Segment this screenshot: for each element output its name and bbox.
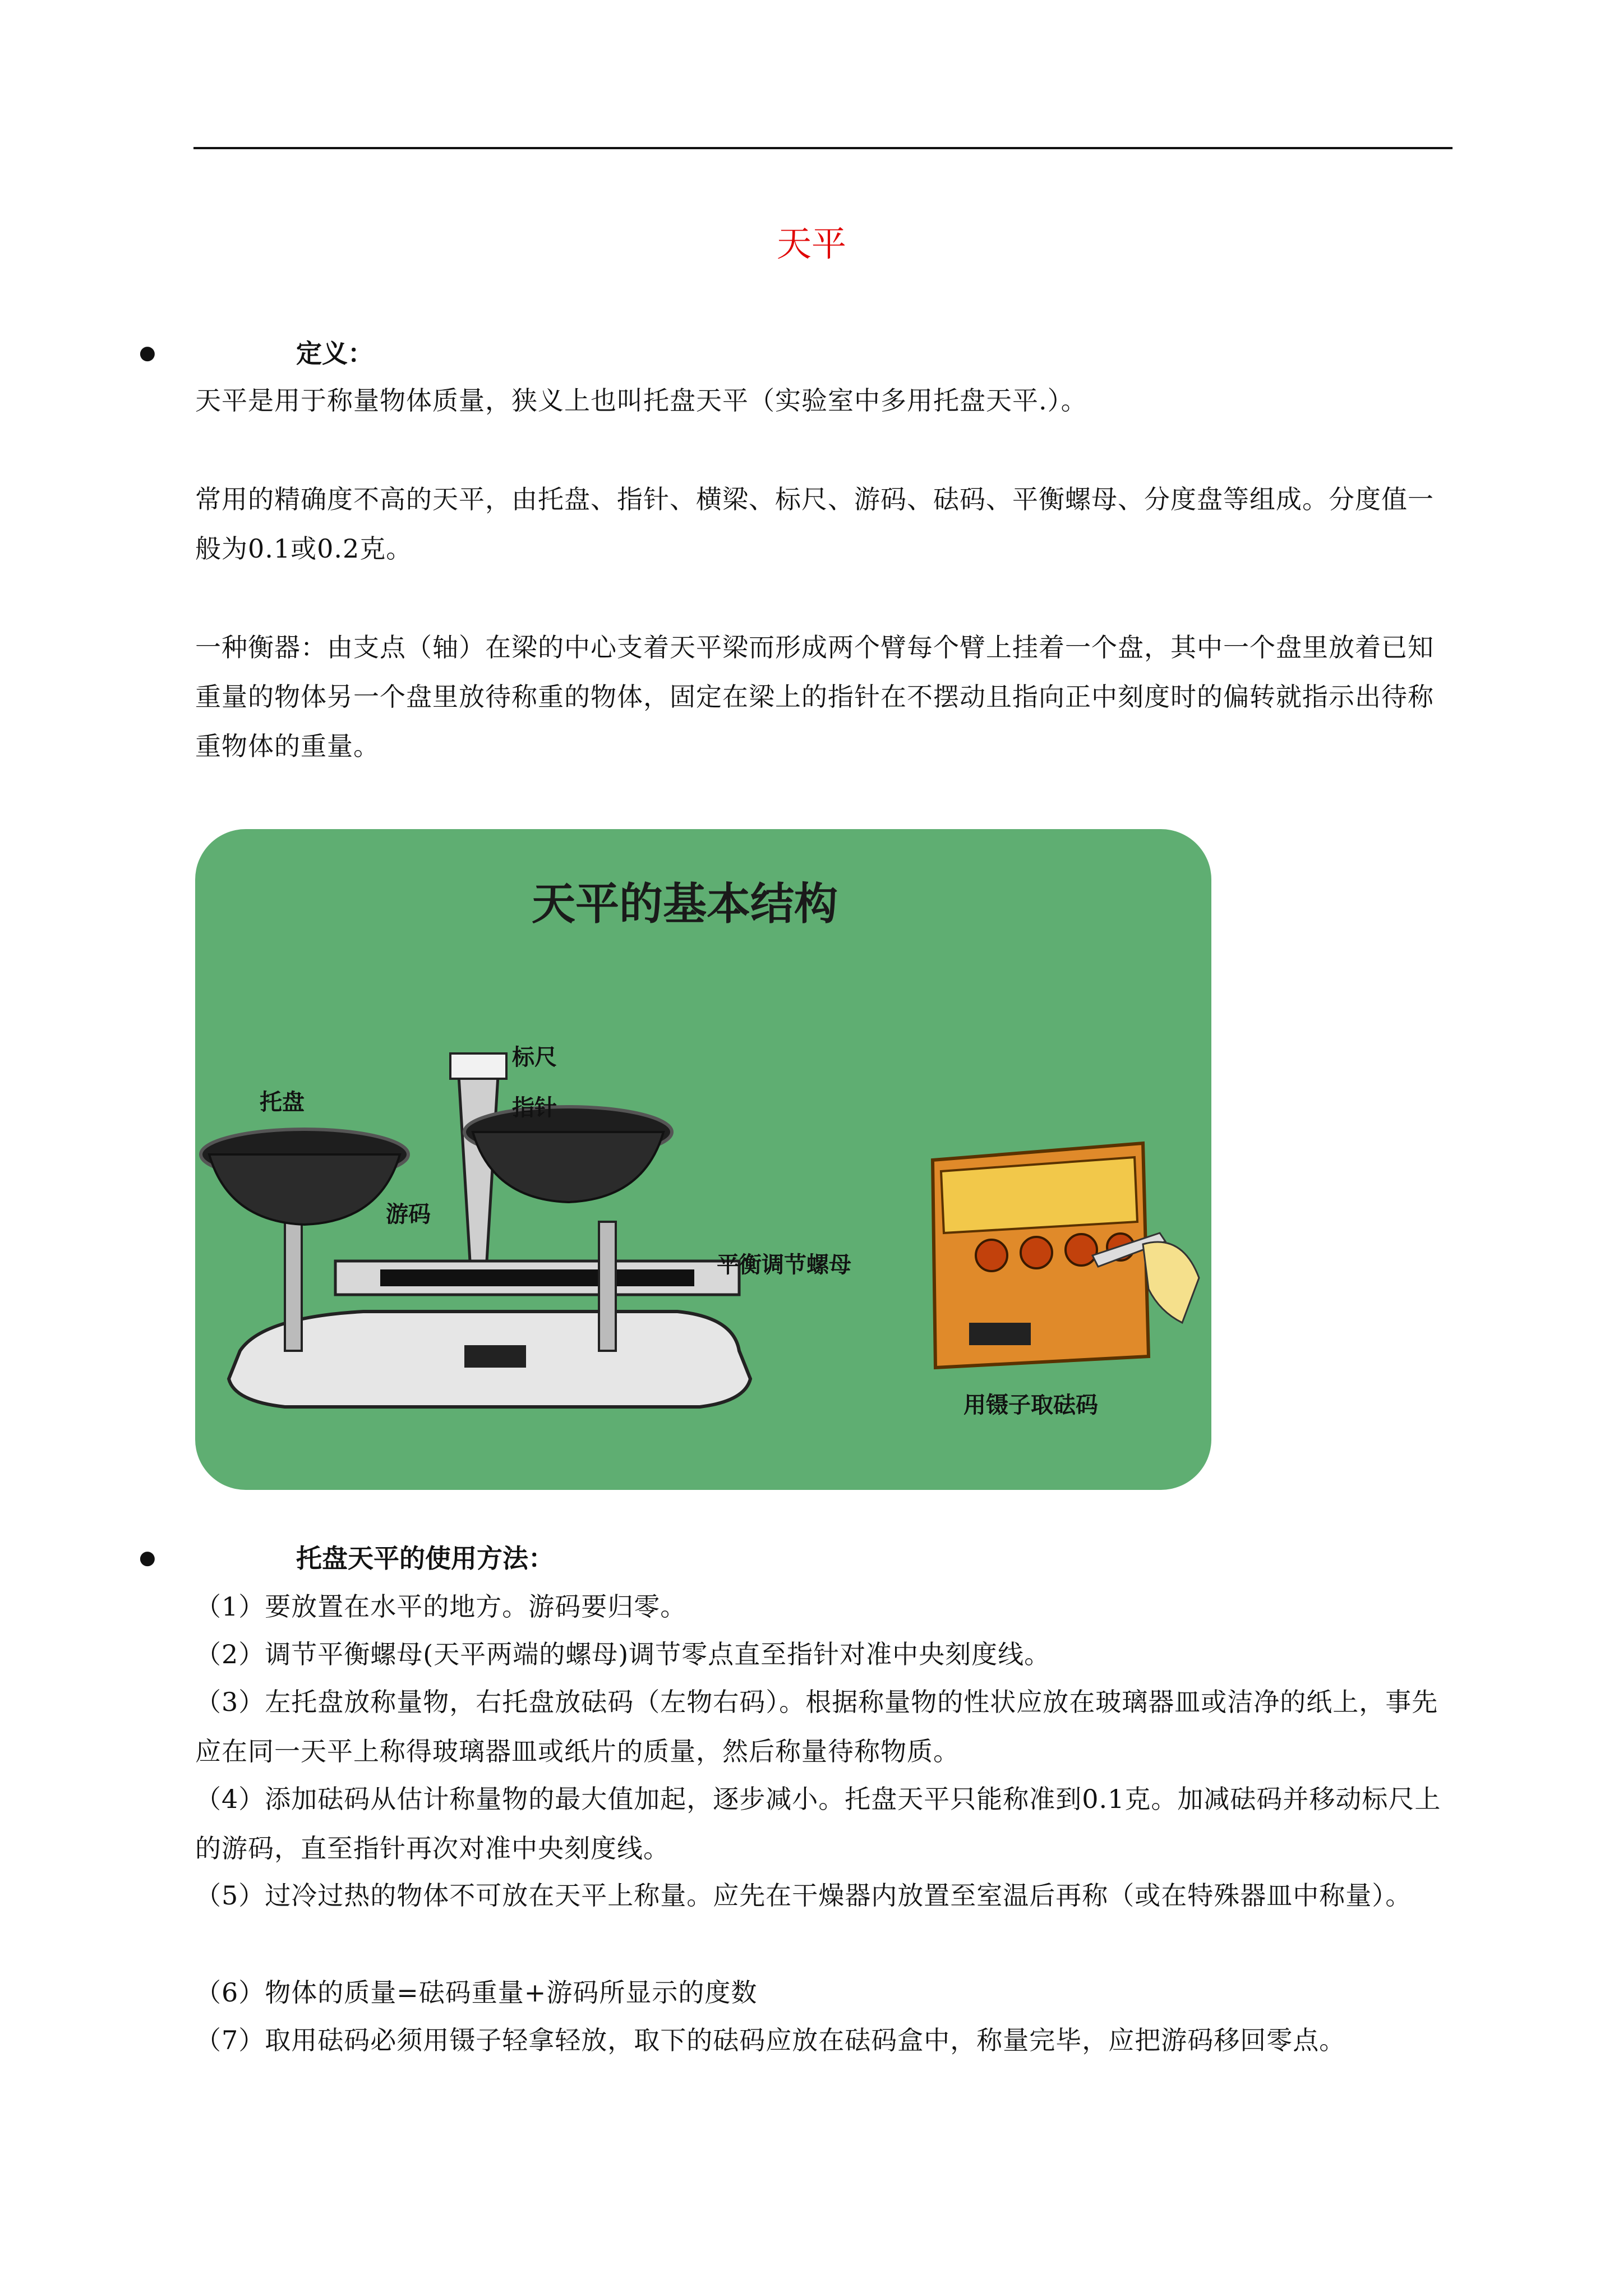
usage-item-5: （5）过冷过热的物体不可放在天平上称量。应先在干燥器内放置至室温后再称（或在特殊器皿中称量）。 — [195, 1880, 1412, 1911]
definition-paragraph-3: 一种衡器：由支点（轴）在梁的中心支着天平梁而形成两个臂每个臂上挂着一个盘，其中一个盘里放着已知重量的物体另一个盘里放待称重的物体，固定在梁上的指针在不摆动且指向正中刻度时的偏转就指示出待称重物体的重量。 — [195, 632, 1434, 761]
header-rule — [193, 147, 1453, 149]
ruler-dial — [450, 1053, 506, 1079]
usage-item-3: （3）左托盘放称量物，右托盘放砝码（左物右码）。根据称量物的性状应放在玻璃器皿或洁净的纸上，事先应在同一天平上称得玻璃器皿或纸片的质量，然后称量待称物质。 — [195, 1687, 1438, 1766]
weight-slot — [1066, 1234, 1097, 1266]
weight-box-label — [969, 1323, 1031, 1345]
balance-structure-figure — [195, 829, 1211, 1490]
page-title: 天平 — [776, 223, 846, 264]
bullet: ● — [139, 1547, 156, 1569]
bullet: ● — [139, 342, 156, 364]
usage-item-6: （6）物体的质量=砝码重量+游码所显示的度数 — [195, 1977, 758, 2008]
label-tweezers: 用镊子取砝码 — [963, 1392, 1098, 1418]
weight-box-lid — [941, 1157, 1137, 1233]
weight-slot — [1021, 1237, 1052, 1268]
label-rider: 游码 — [386, 1202, 431, 1227]
section-heading-usage: 托盘天平的使用方法： — [296, 1543, 554, 1573]
usage-item-2: （2）调节平衡螺母(天平两端的螺母)调节零点直至指针对准中央刻度线。 — [195, 1639, 1051, 1669]
section-heading-definition: 定义： — [296, 338, 374, 369]
label-ruler: 标尺 — [512, 1045, 557, 1070]
figure-title: 天平的基本结构 — [532, 879, 838, 930]
usage-item-7: （7）取用砝码必须用镊子轻拿轻放，取下的砝码应放在砝码盒中，称量完毕，应把游码移回零点。 — [195, 2025, 1346, 2055]
weight-slot — [976, 1240, 1007, 1271]
balance-diagram — [195, 829, 1211, 1490]
definition-paragraph-1: 天平是用于称量物体质量，狭义上也叫托盘天平（实验室中多用托盘天平.）。 — [195, 385, 1087, 416]
label-balance-nut: 平衡调节螺母 — [717, 1252, 851, 1278]
base-label-plate — [464, 1345, 526, 1368]
beam-scale — [380, 1269, 694, 1286]
usage-item-1: （1）要放置在水平的地方。游码要归零。 — [195, 1591, 687, 1622]
label-pan: 托盘 — [260, 1089, 305, 1115]
right-support — [599, 1222, 616, 1351]
label-pointer: 指针 — [512, 1095, 557, 1121]
usage-item-4: （4）添加砝码从估计称量物的最大值加起，逐步减小。托盘天平只能称准到0.1克。加减砝码并移动标尺上的游码，直至指针再次对准中央刻度线。 — [195, 1784, 1441, 1864]
left-support — [285, 1222, 302, 1351]
definition-paragraph-2: 常用的精确度不高的天平，由托盘、指针、横梁、标尺、游码、砝码、平衡螺母、分度盘等组成。分度值一般为0.1或0.2克。 — [195, 484, 1434, 564]
